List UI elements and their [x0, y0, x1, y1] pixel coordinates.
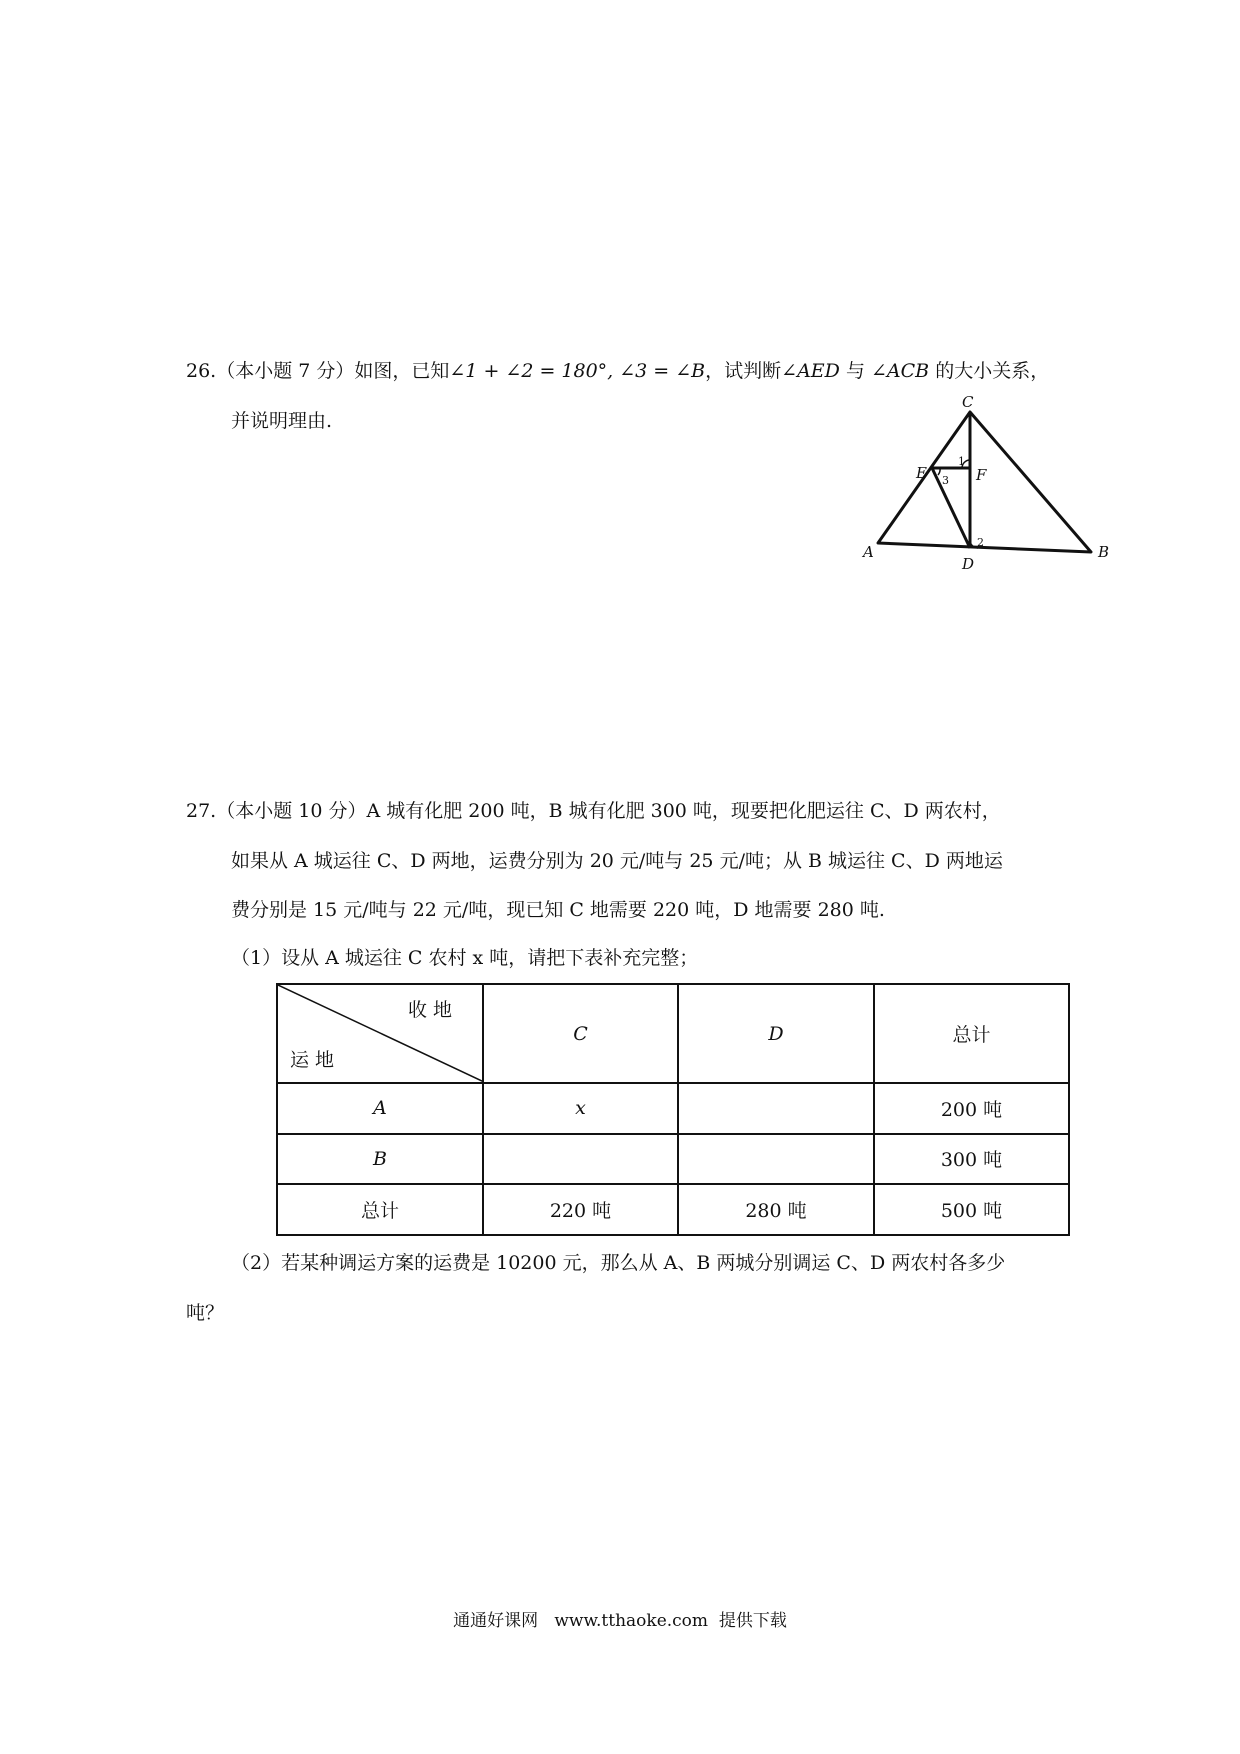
- angle-1-label: 1: [958, 455, 965, 468]
- angle-3-label: 3: [942, 474, 949, 487]
- q27-part1: （1）设从 A 城运往 C 农村 x 吨，请把下表补充完整；: [231, 947, 699, 969]
- table-row: [277, 1134, 1069, 1184]
- table-row: [277, 1184, 1069, 1235]
- diagonal-header-cell: [277, 984, 483, 1083]
- cell-grand-total: 500 吨: [874, 1184, 1069, 1235]
- q27-part2-line1: （2）若某种调运方案的运费是 10200 元，那么从 A、B 两城分别调运 C、D 两农村各多少: [231, 1252, 1006, 1274]
- q26-suffix: 的大小关系，: [929, 360, 1050, 382]
- q27-line2: 如果从 A 城运往 C、D 两地，运费分别为 20 元/吨与 25 元/吨；从 B 城运往 C、D 两地运: [231, 850, 1003, 872]
- point-c-label: C: [962, 395, 974, 411]
- header-shipping: 运 地: [290, 1049, 335, 1072]
- q26-condition: ∠1 + ∠2 = 180°, ∠3 = ∠B: [449, 360, 706, 382]
- cell-total-d: 280 吨: [678, 1184, 874, 1235]
- q27-part2-line2: 吨？: [186, 1302, 225, 1324]
- cell-a-c: x: [483, 1083, 678, 1133]
- q26-line2: 并说明理由.: [231, 410, 333, 432]
- cell-b-total: 300 吨: [874, 1134, 1069, 1184]
- angle-2-label: 2: [977, 536, 984, 549]
- q26-and: 与: [839, 360, 871, 382]
- angle-acb: ∠ACB: [871, 360, 930, 382]
- header-total: 总计: [874, 984, 1069, 1083]
- cell-total-c: 220 吨: [483, 1184, 678, 1235]
- cell-a-d: [678, 1083, 874, 1133]
- cell-b-d: [678, 1134, 874, 1184]
- point-a-label: A: [863, 543, 874, 561]
- angle-aed: ∠AED: [781, 360, 840, 382]
- point-f-label: F: [976, 466, 987, 484]
- header-d: D: [678, 984, 874, 1083]
- table-row: [277, 1083, 1069, 1133]
- header-receiving: 收 地: [407, 999, 452, 1021]
- segment-ed: [932, 468, 970, 548]
- point-d-label: D: [962, 555, 975, 573]
- row-label: 总计: [277, 1184, 483, 1235]
- cell-b-c: [483, 1134, 678, 1184]
- q27-line1: 27.（本小题 10 分）A 城有化肥 200 吨，B 城有化肥 300 吨，现要把化肥运往 C、D 两农村，: [186, 800, 1001, 822]
- q26-line1: [186, 358, 1049, 384]
- q27-line3: 费分别是 15 元/吨与 22 元/吨，现已知 C 地需要 220 吨，D 地需要 280 吨.: [231, 899, 885, 921]
- q26-mid: ，试判断: [705, 360, 782, 382]
- header-c: C: [483, 984, 678, 1083]
- row-label: B: [277, 1134, 483, 1184]
- table-header-row: [277, 984, 1069, 1083]
- q26-prefix: 26.（本小题 7 分）如图，已知: [186, 360, 450, 382]
- distribution-table: [276, 983, 1070, 1236]
- page-footer: 通通好课网 www.tthaoke.com 提供下载: [453, 1611, 787, 1631]
- cell-a-total: 200 吨: [874, 1083, 1069, 1133]
- point-b-label: B: [1098, 543, 1110, 561]
- point-e-label: E: [916, 464, 927, 482]
- row-label: A: [277, 1083, 483, 1133]
- geometry-figure: [858, 395, 1118, 575]
